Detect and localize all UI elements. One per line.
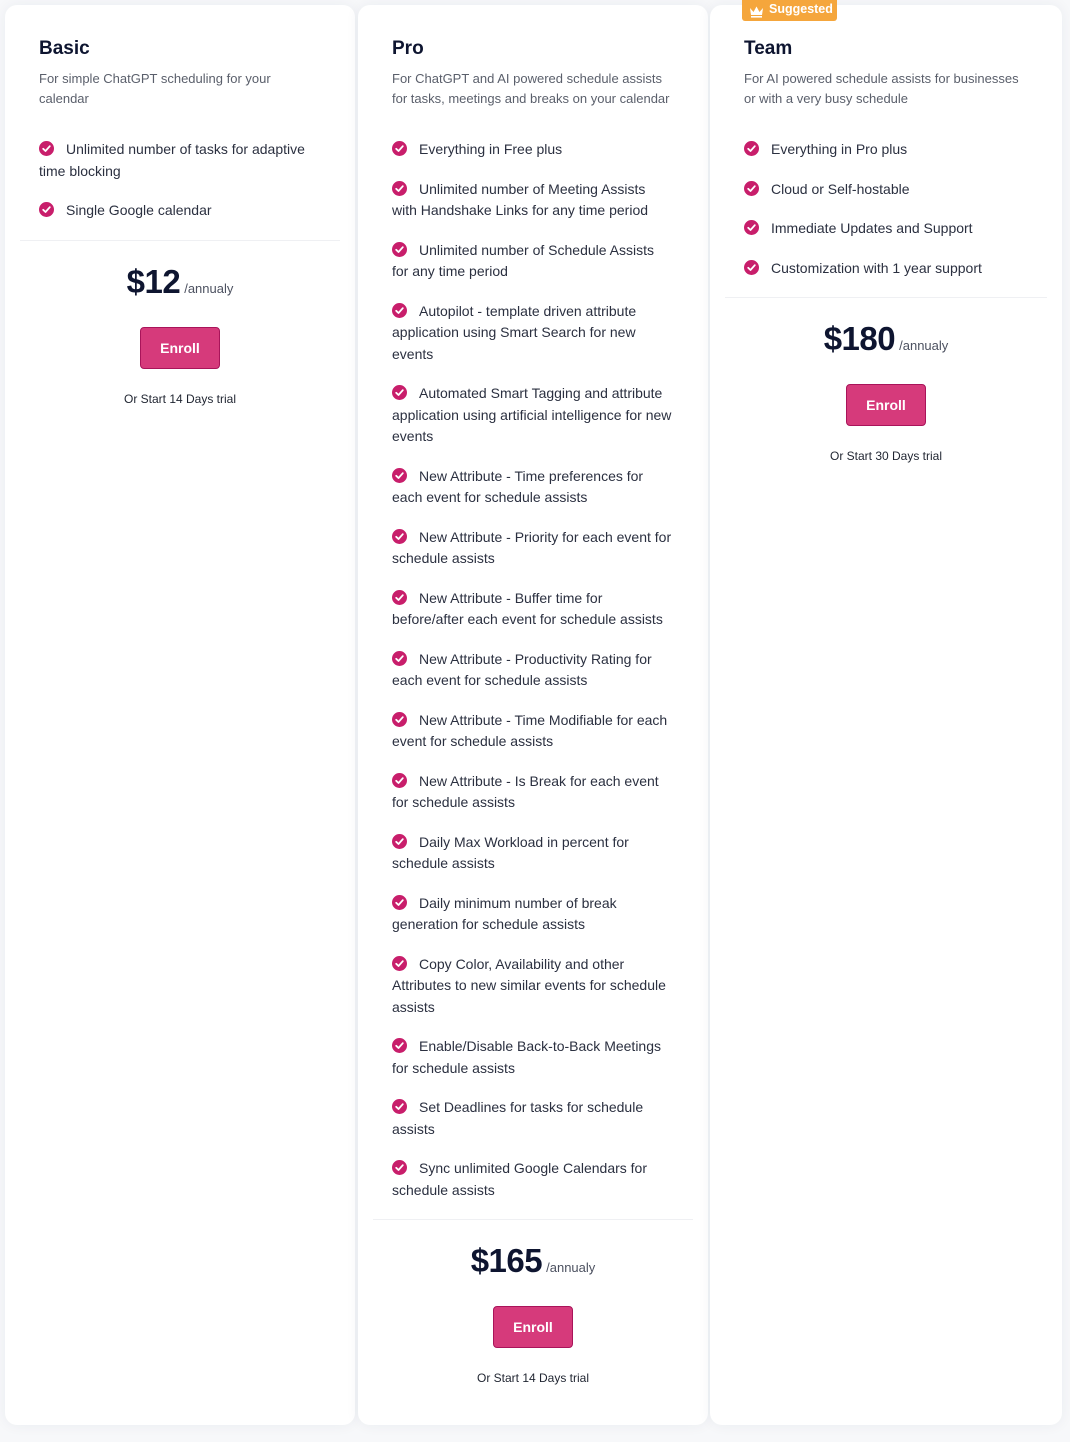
check-circle-icon <box>392 141 407 156</box>
plan-description: For simple ChatGPT scheduling for your calendar <box>39 71 271 106</box>
price-period: /annualy <box>184 280 234 296</box>
check-circle-icon <box>392 590 407 605</box>
feature-list <box>358 109 708 1201</box>
feature-item: Enable/Disable Back-to-Back Meetings for schedule assists <box>392 1038 662 1076</box>
feature-item: Autopilot - template driven attribute application using Smart Search for new events <box>392 302 637 362</box>
check-circle-icon <box>392 651 407 666</box>
price-amount: $180 <box>823 320 896 357</box>
check-circle-icon <box>392 303 407 318</box>
feature-item: Set Deadlines for tasks for schedule assists <box>392 1099 644 1137</box>
trial-text: Or Start 14 Days trial <box>476 1371 590 1385</box>
feature-item: Immediate Updates and Support <box>744 218 1028 240</box>
check-circle-icon <box>744 141 759 156</box>
check-circle-icon <box>392 1038 407 1053</box>
check-circle-icon <box>39 202 54 217</box>
check-circle-icon <box>392 242 407 257</box>
price-amount: $12 <box>126 262 181 300</box>
check-circle-icon <box>392 529 407 544</box>
pricing-block <box>5 241 355 406</box>
feature-item: New Attribute - Buffer time for before/after each event for schedule assists <box>392 589 663 627</box>
feature-item: Everything in Pro plus <box>744 139 1028 161</box>
check-circle-icon <box>392 385 407 400</box>
feature-item: Unlimited number of Schedule Assists for any time period <box>392 241 654 279</box>
plan-card-pro <box>358 5 708 1425</box>
price-period: /annualy <box>899 338 949 353</box>
crown-icon <box>749 2 764 26</box>
plan-card-team <box>710 5 1062 1425</box>
enroll-button[interactable]: Enroll <box>846 384 926 426</box>
feature-item: Sync unlimited Google Calendars for schedule assists <box>392 1160 648 1198</box>
check-circle-icon <box>744 181 759 196</box>
suggested-badge <box>742 0 837 21</box>
check-circle-icon <box>392 773 407 788</box>
feature-item: New Attribute - Time Modifiable for each event for schedule assists <box>392 711 668 749</box>
price-amount: $165 <box>470 1242 543 1279</box>
feature-item: New Attribute - Time preferences for each event for schedule assists <box>392 467 644 505</box>
check-circle-icon <box>392 834 407 849</box>
feature-item: Customization with 1 year support <box>744 258 1028 280</box>
feature-item: Single Google calendar <box>39 200 321 222</box>
feature-list <box>5 109 355 222</box>
plan-description: For ChatGPT and AI powered schedule assists for tasks, meetings and breaks on your calendar <box>392 71 670 106</box>
trial-text: Or Start 14 Days trial <box>123 391 237 406</box>
feature-item: Unlimited number of tasks for adaptive time blocking <box>39 141 305 179</box>
check-circle-icon <box>392 712 407 727</box>
check-circle-icon <box>392 1099 407 1114</box>
check-circle-icon <box>39 141 54 156</box>
feature-item: Everything in Free plus <box>392 139 674 161</box>
feature-item: Cloud or Self-hostable <box>744 179 1028 201</box>
enroll-button[interactable]: Enroll <box>493 1306 573 1348</box>
feature-item: Automated Smart Tagging and attribute application using artificial intelligence for new events <box>392 385 672 444</box>
enroll-button[interactable]: Enroll <box>140 327 220 369</box>
plan-description: For AI powered schedule assists for businesses or with a very busy schedule <box>744 71 1019 106</box>
plan-card-basic <box>5 5 355 1425</box>
plan-title: Basic <box>39 38 90 59</box>
check-circle-icon <box>392 895 407 910</box>
check-circle-icon <box>744 260 759 275</box>
feature-item: Copy Color, Availability and other Attributes to new similar events for schedule assists <box>392 955 666 1015</box>
pricing-block <box>710 298 1062 463</box>
plan-title: Team <box>744 38 793 59</box>
plan-title: Pro <box>392 38 424 59</box>
check-circle-icon <box>392 1160 407 1175</box>
badge-label: Suggested <box>769 2 833 16</box>
feature-list <box>710 109 1062 279</box>
check-circle-icon <box>392 181 407 196</box>
check-circle-icon <box>744 220 759 235</box>
feature-item: Daily Max Workload in percent for schedule assists <box>392 833 629 871</box>
trial-text: Or Start 30 Days trial <box>829 449 943 463</box>
feature-item: Daily minimum number of break generation for schedule assists <box>392 894 617 932</box>
feature-item: New Attribute - Is Break for each event for schedule assists <box>392 772 659 810</box>
feature-item: New Attribute - Priority for each event for schedule assists <box>392 528 672 566</box>
price-period: /annualy <box>546 1260 596 1275</box>
feature-item: New Attribute - Productivity Rating for each event for schedule assists <box>392 650 652 688</box>
check-circle-icon <box>392 468 407 483</box>
feature-item: Unlimited number of Meeting Assists with Handshake Links for any time period <box>392 180 649 218</box>
pricing-block <box>358 1220 708 1385</box>
check-circle-icon <box>392 956 407 971</box>
